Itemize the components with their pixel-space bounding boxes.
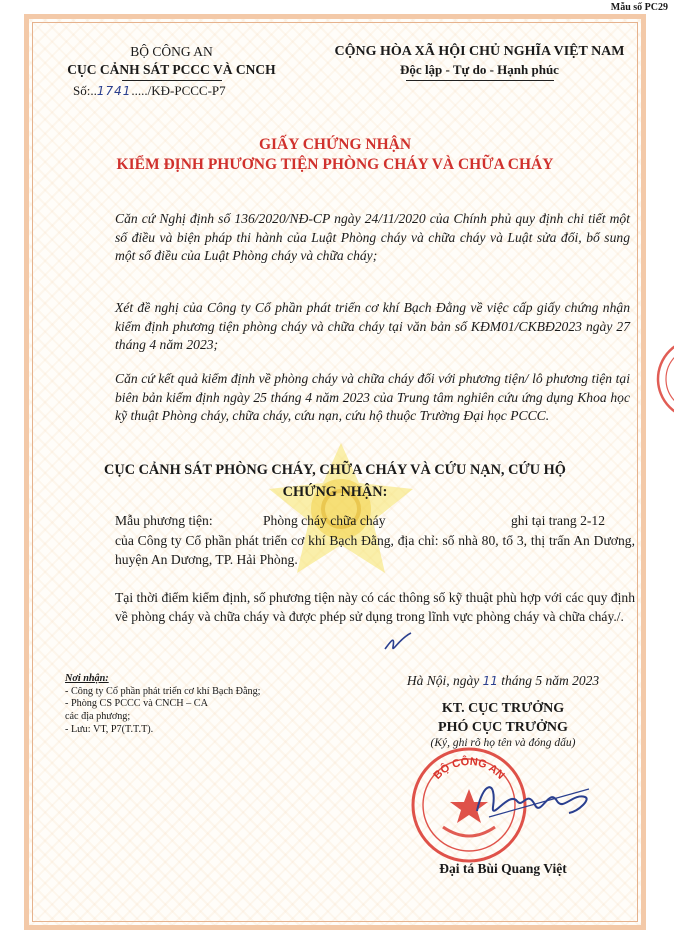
- form-code: Mẫu số PC29: [610, 2, 668, 13]
- header-underline: [122, 80, 222, 81]
- authority-statement: [29, 459, 641, 503]
- recipients-list: [65, 673, 315, 737]
- department-name: CỤC CẢNH SÁT PCCC VÀ CNCH: [67, 62, 276, 77]
- authority-name: CỤC CẢNH SÁT PHÒNG CHÁY, CHỮA CHÁY VÀ CỨU NẠN, CỨU HỘ: [104, 462, 566, 478]
- title-line-2: KIỂM ĐỊNH PHƯƠNG TIỆN PHÒNG CHÁY VÀ CHỮA CHÁY: [116, 156, 554, 173]
- date-suffix: tháng 5 năm 2023: [501, 673, 600, 688]
- recipient-item: các địa phương;: [65, 711, 131, 723]
- recipients-heading: Nơi nhận:: [65, 673, 109, 684]
- national-motto: Độc lập - Tự do - Hạnh phúc: [400, 62, 559, 77]
- model-line: [115, 511, 635, 530]
- motto-underline: [406, 80, 554, 81]
- model-value: Phòng cháy chữa cháy: [263, 513, 386, 528]
- certifies-label: CHỨNG NHẬN:: [282, 484, 388, 500]
- ministry-name: BỘ CÔNG AN: [130, 44, 213, 59]
- country-name: CỘNG HÒA XÃ HỘI CHỦ NGHĨA VIỆT NAM: [334, 44, 625, 59]
- date-prefix: Hà Nội, ngày: [406, 673, 480, 688]
- doc-number-suffix: /KĐ-PCCC-P7: [147, 83, 226, 98]
- company-details: của Công ty Cổ phần phát triển cơ khí Bạch Đằng, địa chỉ: số nhà 80, tổ 3, thị trấn An Dương, huyện An Dương, TP. Hải Phòng.: [115, 533, 635, 567]
- date-day-handwritten: 11: [482, 674, 498, 688]
- signer-position-line-2: PHÓ CỤC TRƯỞNG: [438, 720, 568, 735]
- certificate-page: [24, 14, 646, 930]
- title-line-1: GIẤY CHỨNG NHẬN: [258, 136, 412, 153]
- conclusion-paragraph: Tại thời điểm kiểm định, số phương tiện này có các thông số kỹ thuật phù hợp với các quy định về phòng cháy và chữa cháy và được phép sử dụng trong lĩnh vực phòng cháy và chữa cháy./.: [115, 590, 635, 624]
- model-label: Mẫu phương tiện:: [115, 513, 213, 528]
- issuing-authority-header: [29, 43, 314, 81]
- doc-number-label: Số:: [73, 83, 91, 98]
- preamble-paragraph-1: Căn cứ Nghị định số 136/2020/NĐ-CP ngày 24/11/2020 của Chính phủ quy định chi tiết một số điều và biện pháp thi hành của Luật Phòng cháy và chữa cháy và Luật sửa đổi, bổ sung một số điều của Luật Phòng cháy và chữa cháy;: [115, 211, 630, 263]
- preamble-paragraph-2: Xét đề nghị của Công ty Cổ phần phát triển cơ khí Bạch Đằng về việc cấp giấy chứng nhận kiểm định phương tiện phòng cháy và chữa cháy tại văn bản số KĐM01/CKBĐ2023 ngày 27 tháng 4 năm 2023;: [115, 300, 630, 352]
- document-number: Số:..1741...../KĐ-PCCC-P7: [73, 83, 226, 98]
- handwritten-signature-icon: [469, 771, 609, 831]
- initials-mark-icon: [381, 631, 415, 657]
- recipient-item: - Lưu: VT, P7(T.T.T).: [65, 723, 154, 735]
- recipient-item: - Phòng CS PCCC và CNCH – CA: [65, 698, 208, 710]
- national-header: [312, 43, 647, 81]
- signer-name: Đại tá Bùi Quang Việt: [439, 861, 567, 876]
- signer-position: [363, 699, 643, 737]
- page-reference: ghi tại trang 2-12: [511, 513, 606, 528]
- partial-seal-icon: [652, 334, 674, 424]
- preamble-paragraph-3: Căn cứ kết quả kiểm định về phòng cháy và chữa cháy đối với phương tiện/ lô phương tiện tại biên bản kiểm định ngày 25 tháng 4 năm 2023 của Trung tâm nghiên cứu ứng dụng Khoa học kỹ thuật Phòng cháy, chữa cháy, cứu nạn, cứu hộ thuộc Trường Đại học PCCC.: [115, 371, 630, 423]
- certificate-title: [29, 135, 641, 175]
- seal-text: BỘ CÔNG AN: [431, 755, 507, 782]
- recipient-item: - Công ty Cổ phần phát triển cơ khí Bạch Đằng;: [65, 685, 261, 697]
- issue-date: [363, 673, 643, 689]
- signature-instruction: (Ký, ghi rõ họ tên và đóng dấu): [430, 737, 576, 749]
- signer-position-line-1: KT. CỤC TRƯỞNG: [441, 701, 565, 716]
- doc-number-handwritten: 1741: [96, 84, 132, 98]
